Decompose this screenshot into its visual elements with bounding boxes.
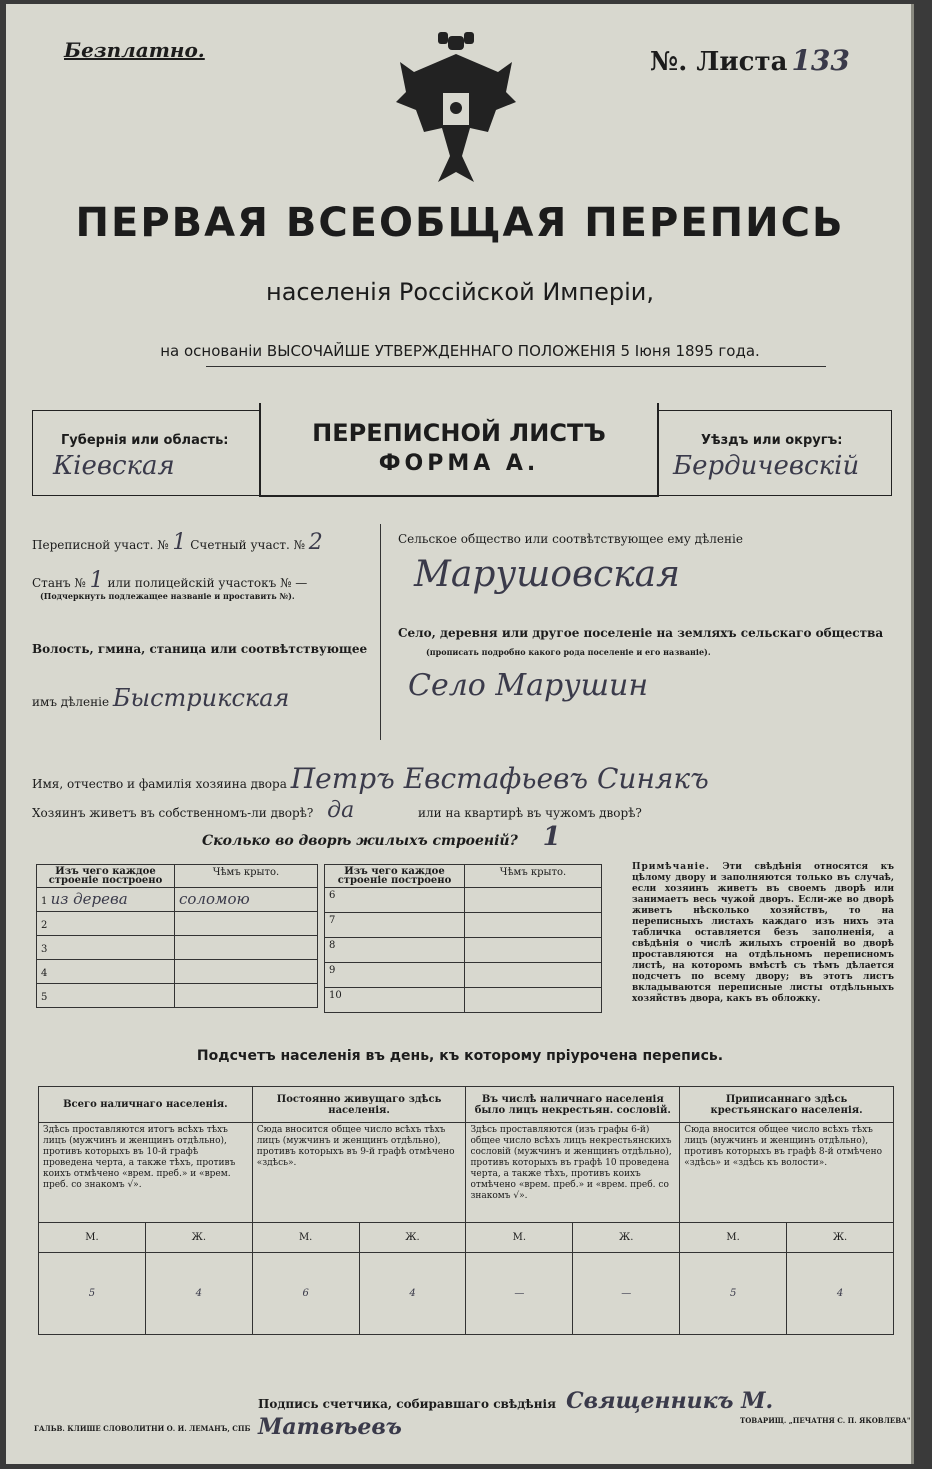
row-number: 2 (41, 920, 48, 931)
roof-value: соломою (175, 888, 318, 912)
census-area-value: 1 (172, 530, 187, 555)
row-number: 10 (325, 988, 465, 1013)
buildings-row-5 (37, 984, 318, 1008)
building-material (37, 984, 175, 1008)
roof-value (175, 960, 318, 984)
female-label: Ж. (787, 1223, 894, 1253)
roof-value (465, 888, 602, 913)
row-number: 8 (325, 938, 465, 963)
population-col-desc: Сюда вносится общее число всѣхъ тѣхъ лицъ (мужчинъ и женщинъ отдѣльно), противъ которыхъ въ 9-й графѣ отмѣчено «здѣсь». (252, 1123, 466, 1223)
population-col-desc: Здѣсь проставляются (изъ графы 6-й) общее число всѣхъ лицъ некрестьянскихъ сословій (мужчинъ и женщинъ отдѣльно), противъ которыхъ въ графѣ 10 проведена черта, а также тѣхъ, противъ коихъ отмѣчено «врем. преб.» и «врем. преб. со знакомъ √». (466, 1123, 680, 1223)
buildings-col-roof: Чѣмъ крыто. (465, 865, 602, 888)
buildings-label: Сколько во дворѣ жилыхъ строеній? (202, 833, 518, 849)
police-label: или полицейскій участокъ № (107, 576, 292, 590)
row-number: 5 (41, 992, 48, 1003)
page-subtitle: населенія Россійской Имперіи, (266, 278, 654, 306)
roof-value (465, 963, 602, 988)
column-divider (380, 524, 381, 740)
free-label: Безплатно. (64, 38, 205, 62)
population-col-head: Въ числѣ наличнаго населенія было лицъ некрестьян. сословій. (466, 1087, 680, 1123)
population-title: Подсчетъ населенія въ день, къ которому пріурочена перепись. (196, 1048, 724, 1064)
buildings-row-4 (37, 960, 318, 984)
buildings-row (202, 822, 561, 852)
population-table (38, 1086, 894, 1335)
buildings-table-left (36, 864, 318, 1008)
signature-row (258, 1388, 911, 1440)
buildings-row-2 (37, 912, 318, 936)
population-col-desc: Здѣсь проставляются итогъ всѣхъ тѣхъ лицъ (мужчинъ и женщинъ отдѣльно), противъ которыхъ въ 10-й графѣ проведена черта, а также тѣхъ, противъ коихъ отмѣчено «врем. преб.» и «врем. преб. со знакомъ √». (39, 1123, 253, 1223)
province-value: Кіевская (53, 451, 175, 481)
roof-value (465, 938, 602, 963)
own-yard-value: да (327, 798, 355, 823)
signature-value: Священникъ М. Матвѣевъ (258, 1388, 774, 1440)
double-headed-eagle-emblem (394, 32, 518, 192)
buildings-col-material: Изъ чего каждое строеніе построено (37, 865, 175, 888)
stan-label: Станъ № (32, 576, 86, 590)
count-area-label: Счетный участ. № (190, 538, 305, 552)
buildings-table-right (324, 864, 602, 1013)
legal-basis: на основаніи ВЫСОЧАЙШЕ УТВЕРЖДЕННАГО ПОЛОЖЕНІЯ 5 Іюня 1895 года. (160, 342, 760, 360)
female-label: Ж. (573, 1223, 680, 1253)
female-count: 4 (787, 1253, 894, 1335)
roof-value (175, 984, 318, 1008)
female-count: — (573, 1253, 680, 1335)
sheet-number (650, 44, 850, 77)
printer-left: ГАЛЬВ. КЛИШЕ СЛОВОЛИТНИ О. И. ЛЕМАНЪ, СПБ (34, 1424, 251, 1433)
buildings-row-1 (37, 888, 318, 912)
male-count: 6 (252, 1253, 359, 1335)
rented-label: или на квартирѣ въ чужомъ дворѣ? (418, 806, 642, 820)
row-number: 9 (325, 963, 465, 988)
buildings-col-material: Изъ чего каждое строеніе построено (325, 865, 465, 888)
form-subtitle: ФОРМА А. (378, 451, 540, 476)
sheet-number-label: №. Листа (650, 47, 788, 77)
village-value: Село Марушин (408, 668, 649, 703)
male-label: М. (39, 1223, 146, 1253)
buildings-row-8 (325, 938, 602, 963)
buildings-value: 1 (542, 822, 561, 852)
volost-row (32, 684, 289, 712)
female-label: Ж. (145, 1223, 252, 1253)
society-label: Сельское общество или соотвѣтствующее ему дѣленіе (398, 532, 743, 546)
police-value: — (295, 576, 308, 590)
census-sheet (6, 4, 914, 1464)
roof-value (175, 912, 318, 936)
owner-name-label: Имя, отчество и фамилія хозяина двора (32, 777, 287, 791)
signature-label: Подпись счетчика, собиравшаго свѣдѣнія (258, 1397, 556, 1411)
buildings-row-7 (325, 913, 602, 938)
form-title: ПЕРЕПИСНОЙ ЛИСТЪ (312, 419, 606, 447)
row-number: 4 (41, 968, 48, 979)
female-count: 4 (359, 1253, 466, 1335)
buildings-row-6 (325, 888, 602, 913)
note-block (632, 862, 894, 1005)
buildings-row-9 (325, 963, 602, 988)
row-number: 3 (41, 944, 48, 955)
volost-value: Быстрикская (112, 684, 290, 712)
building-material (37, 936, 175, 960)
roof-value (175, 936, 318, 960)
row-number: 6 (325, 888, 465, 913)
village-note: (прописать подробно какого рода поселеніе и его названіе). (426, 647, 711, 657)
village-label: Село, деревня или другое поселеніе на земляхъ сельскаго общества (398, 626, 884, 640)
material-value: из дерева (50, 890, 128, 908)
owner-name-value: Петръ Евстафьевъ Синякъ (290, 762, 709, 795)
page-title: ПЕРВАЯ ВСЕОБЩАЯ ПЕРЕПИСЬ (75, 200, 845, 246)
building-material (37, 912, 175, 936)
female-count: 4 (145, 1253, 252, 1335)
volost-label-2: имъ дѣленіе (32, 695, 110, 709)
divider (206, 366, 826, 367)
census-area-label: Переписной участ. № (32, 538, 169, 552)
note-text: Эти свѣдѣнія относятся къ цѣлому двору и заполняются только въ случаѣ, если хозяинъ живетъ въ своемъ дворѣ или занимаетъ весь чужой дворъ. Если-же во дворѣ живетъ нѣсколько хозяйствъ, то на переписныхъ листахъ каждаго изъ нихъ эта табличка оставляется безъ заполненія, а свѣдѣнія о числѣ жилыхъ строеній во дворѣ проставляются на отдѣльномъ переписномъ листѣ, на которомъ вмѣстѣ съ тѣмъ дѣлается подсчетъ по всему двору; въ этотъ листъ вкладываются переписные листы отдѣльныхъ хозяйствъ двора, какъ въ обложку. (632, 862, 894, 1004)
buildings-col-roof: Чѣмъ крыто. (175, 865, 318, 888)
count-area-value: 2 (308, 530, 323, 555)
stan-row (32, 568, 307, 593)
own-yard-label: Хозяинъ живетъ въ собственномъ-ли дворѣ? (32, 806, 314, 820)
male-label: М. (252, 1223, 359, 1253)
population-col-head: Приписаннаго здѣсь крестьянскаго населенія. (680, 1087, 894, 1123)
building-material (37, 888, 175, 912)
form-header-box (32, 410, 892, 496)
buildings-row-3 (37, 936, 318, 960)
underline-note: (Подчеркнуть подлежащее названіе и проставить №). (40, 591, 295, 601)
society-value: Марушовская (414, 554, 680, 595)
population-col-desc: Сюда вносится общее число всѣхъ тѣхъ лицъ (мужчинъ и женщинъ отдѣльно), противъ которыхъ въ графѣ 8-й отмѣчено «здѣсь» и «здѣсь къ волости». (680, 1123, 894, 1223)
population-col-head: Всего наличнаго населенія. (39, 1087, 253, 1123)
population-col-head: Постоянно живущаго здѣсь населенія. (252, 1087, 466, 1123)
stan-value: 1 (89, 568, 104, 593)
owner-row (32, 762, 709, 795)
row-number: 1 (41, 896, 48, 907)
row-number: 7 (325, 913, 465, 938)
census-area-row (32, 530, 323, 555)
note-title: Примѣчаніе. (632, 862, 710, 872)
male-count: 5 (39, 1253, 146, 1335)
male-count: — (466, 1253, 573, 1335)
own-yard-row (32, 798, 642, 823)
volost-label: Волость, гмина, станица или соотвѣтствующее (32, 642, 368, 656)
district-label: Уѣздъ или округъ: (701, 433, 843, 448)
female-label: Ж. (359, 1223, 466, 1253)
male-count: 5 (680, 1253, 787, 1335)
buildings-row-10 (325, 988, 602, 1013)
male-label: М. (466, 1223, 573, 1253)
district-value: Бердичевскій (673, 451, 860, 481)
roof-value (465, 988, 602, 1013)
sheet-number-value: 133 (791, 44, 850, 77)
printer-right: ТОВАРИЩ. „ПЕЧАТНЯ С. П. ЯКОВЛЕВА" (740, 1416, 911, 1425)
male-label: М. (680, 1223, 787, 1253)
form-title-block (259, 403, 659, 497)
building-material (37, 960, 175, 984)
province-label: Губернія или область: (61, 433, 229, 448)
roof-value (465, 913, 602, 938)
